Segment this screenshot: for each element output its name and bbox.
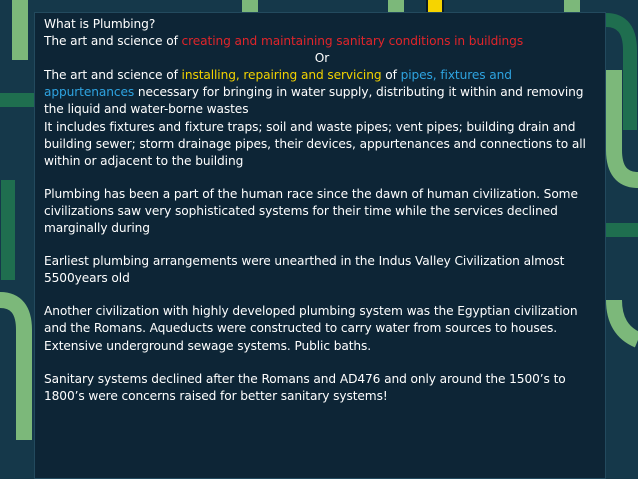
pipe-light-right-lower	[614, 300, 638, 340]
def2-highlight-yellow: installing, repairing and servicing	[181, 68, 382, 83]
def2-of: of	[381, 68, 401, 83]
def1-highlight: creating and maintaining sanitary conditions in buildings	[181, 34, 524, 49]
egypt-rome-paragraph: Another civilization with highly developed plumbing system was the Egyptian civilization and the Romans. Aqueducts were constructed to carry water from sources to houses. Extensive underground sewage systems. Public baths.	[44, 304, 578, 353]
slide-text-body	[44, 16, 600, 405]
def2-rest: necessary for bringing in water supply, distributing it within and removing the liquid and water-borne wastes	[44, 85, 584, 117]
def1-prefix: The art and science of	[44, 34, 182, 49]
definition-2	[44, 67, 600, 118]
definition-1	[44, 33, 600, 50]
history-paragraph: Plumbing has been a part of the human race since the dawn of human civilization. Some civilizations saw very sophisticated systems for their time while the services declined marginally during	[44, 186, 578, 236]
def2-prefix: The art and science of	[44, 68, 182, 83]
heading-what-is-plumbing: What is Plumbing?	[44, 17, 156, 31]
def2-highlight-blue: pipes, fixtures and appurtenances	[44, 68, 512, 100]
pipe-light-left-lower	[0, 300, 24, 440]
includes-paragraph: It includes fixtures and fixture traps; soil and waste pipes; vent pipes; building drain and building sewer; storm drainage pipes, their devices, appurtenances and connections to all within or adjacent to the building	[44, 119, 586, 168]
indus-paragraph: Earliest plumbing arrangements were unearthed in the Indus Valley Civilization almost 5500years old	[44, 254, 565, 286]
decline-paragraph: Sanitary systems declined after the Romans and AD476 and only around the 1500’s to 1800’s were concerns raised for better sanitary systems!	[44, 371, 566, 403]
or-separator: Or	[314, 51, 330, 66]
